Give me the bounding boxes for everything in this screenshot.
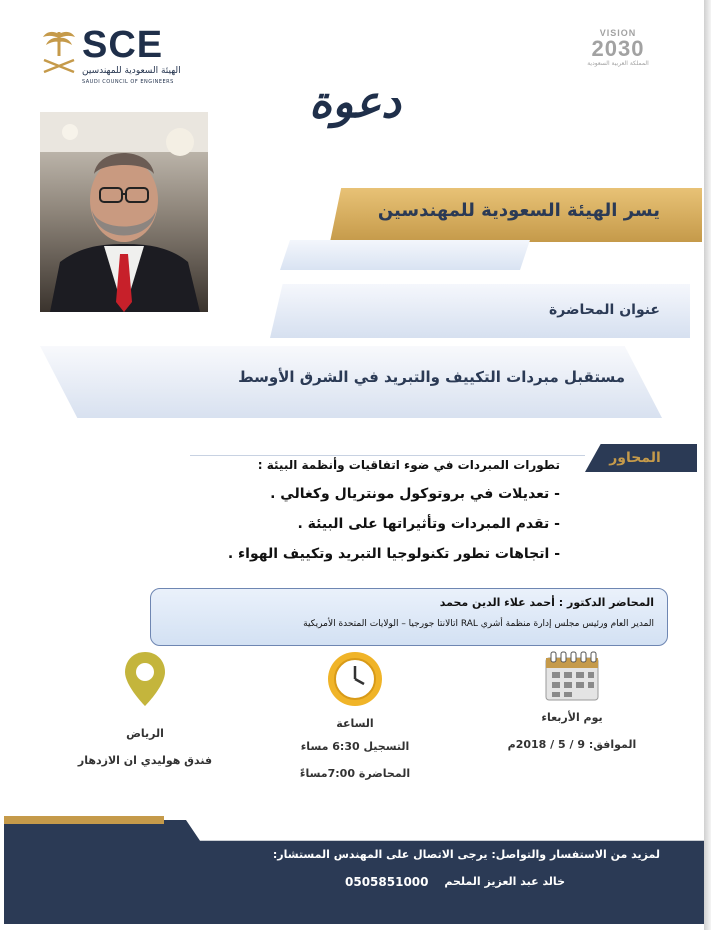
footer-accent (4, 816, 164, 824)
lecture-topic: مستقبل مبردات التكييف والتبريد في الشرق الأوسط (238, 368, 625, 386)
axes-item: - تعديلات في بروتوكول مونتريال وكغالي . (270, 486, 560, 502)
host-text: يسر الهيئة السعودية للمهندسين (377, 200, 660, 221)
clock-icon (326, 650, 384, 708)
time-label: الساعة (336, 717, 374, 730)
lecture-title-label: عنوان المحاضرة (549, 302, 660, 318)
contact-phone[interactable]: 0505851000 (345, 875, 429, 889)
calendar-icon (544, 650, 600, 702)
location-city: الرياض (126, 727, 164, 740)
date-block (487, 650, 657, 751)
invitation-calligraphy: دعوة (309, 77, 401, 128)
date-day: يوم الأربعاء (541, 711, 603, 724)
vision-arabic: المملكة العربية السعودية (587, 60, 649, 67)
decor-banner (280, 240, 530, 270)
location-venue: فندق هوليدي ان الازدهار (77, 754, 213, 767)
location-block (60, 650, 230, 767)
time-registration: التسجيل 6:30 مساء (300, 740, 410, 753)
time-lecture: المحاضرة 7:00مساءً (299, 767, 411, 780)
axes-item: - اتجاهات تطور تكنولوجيا التبريد وتكييف الهواء . (227, 546, 560, 562)
axes-item: - تقدم المبردات وتأثيراتها على البيئة . (297, 516, 560, 532)
axes-intro: تطورات المبردات في ضوء اتفاقيات وأنظمة البيئة : (257, 458, 560, 472)
date-value: الموافق: 9 / 5 / 2018م (507, 738, 637, 751)
page-edge (704, 0, 711, 930)
sce-logo (40, 24, 190, 88)
contact-name: خالد عبد العزيز الملحم (444, 875, 565, 888)
sce-english-name: SAUDI COUNCIL OF ENGINEERS (82, 79, 174, 85)
vision-2030-logo (578, 28, 658, 88)
time-block (270, 650, 440, 780)
vision-label: VISION (599, 28, 637, 38)
sce-arabic-name: الهيئة السعودية للمهندسين (82, 66, 181, 76)
lecturer-name: المحاضر الدكتور : أحمد علاء الدين محمد (439, 596, 654, 609)
footer-panel (4, 820, 704, 924)
lecturer-role: المدير العام ورئيس مجلس إدارة منظمة أشري RAL اتالانتا جورجيا – الولايات المتحدة الأمريكية (303, 619, 654, 629)
vision-year: 2030 (591, 36, 645, 61)
axes-label: المحاور (609, 450, 661, 466)
lecturer-photo (40, 112, 208, 312)
contact-line: لمزيد من الاستفسار والتواصل: يرجى الاتصال على المهندس المستشار: (272, 848, 660, 861)
axes-list (150, 456, 560, 562)
palm-swords-icon (40, 28, 78, 78)
sce-wordmark: SCE (82, 24, 164, 66)
location-pin-icon (123, 650, 167, 708)
